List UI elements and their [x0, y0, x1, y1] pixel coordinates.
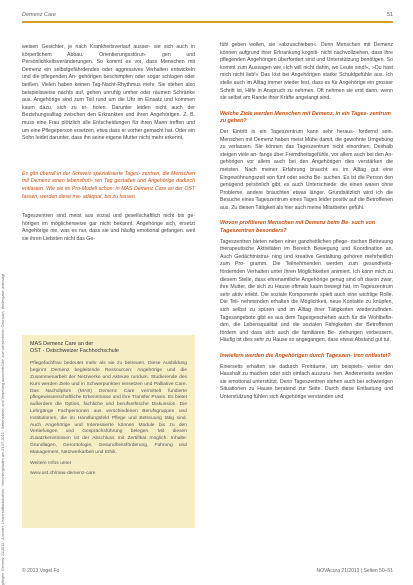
side-margin-strip	[0, 0, 8, 585]
question-heading: Welche Ziele werden Menschen mit Demenz, in ein Tages- zentrum zu gehen?	[220, 110, 391, 125]
answer-paragraph: Einerseits erhalten sie dadurch Freiräume, um beispiels- weise den Haushalt zu machen oder sich einfach auszuru- hen. Andererseits werden sie emotional unterstützt. Denn Tageszentren stehen auch bei schwierigen Situationen zu Hause beratend zur Seite. Durch diese Entlastung und Unterstützung fühlen sich Angehörige verstanden und	[220, 363, 393, 400]
info-box-link[interactable]: www.ost.ch/mas-demenz-care	[30, 471, 96, 477]
left-column	[22, 42, 195, 249]
right-column	[220, 42, 393, 408]
answer-paragraph: Tageszentren bieten neben einer ganzheitlichen pflege- rischen Betreuung therapeutische Aktivitäten im Bereich Bewegung und Koordination an. Auch Gedächtnistrai- ning und kreative Gestaltung gehören mehrheitlich zum Pro- gramm. Die Teilnehmenden werden zum gesundheits- fördernden Verhalten unter ihren Möglichkeiten animiert. Ich kann mich zu diesem Stelle, dass ehrenamtliche Angehörige genug sind oft davon zwar, ihre Mutter, die sich zu Hause oftmals kaum bewegt hat, im Tageszentrum sehr aktiv erlebt. Die soziale Komponente spielt auch eine wichtige Rolle. Die Teil- nehmenden erhalten die Möglichkeit, neue Kontakte zu knüpfen, sich selbst zu spüren und im Alltag ihrer Tätigkeiten wiederzufinden. Tagesangebote gibt es aus dem Tagesgeschehen auch für die Wohlbefin- den, die Lebensqualität und die sozialen Fähigkeiten der Betroffenen fördern und dass sich auch die familiären Be- ziehungen verbessern. Häufig ist dies sehr zu Hause so angegangen, dass etwas Abstand gut tut.	[220, 238, 393, 344]
info-box-title: MAS Demenz Care an der	[30, 341, 94, 347]
running-header	[22, 10, 393, 19]
answer-paragraph: Der Eintritt in ein Tageszentrum kann sehr heraus- fordernd sein. Menschen mit Demenz haben meist Mühe damit, die gewohnte Umgebung zu verlassen. Sie können das Tageszentrum nicht einordnen. Deshalb steigen viele an- fangs über Fremdheitsgefühle, vor allem auch bei den An- gehörigen vor allem auch bei den Angehörigen dies verstärken die meisten. Nach meiner Erfahrung braucht es im Alltag gut eine Eingewöhnungszeit von fünf oder sechs Be- suchen. Es ist die Person den genügend persönlich gibt, es auch Unterschiede: die einen waren ohne Probleme, andere brauchten etwas länger. Grundsätzlich wird ich die Besuche eines Tageszentrum eines Tages leider positiv auf die Betroffenen aus. Zu diesen Tätigkeit als hier auch meine Mitarbeiter gefühl.	[220, 128, 393, 211]
info-box-more-label: Weitere Infos unter	[30, 460, 72, 466]
footer-issue: NOVAcura 21/2013 | Seiten 50–51	[316, 568, 393, 574]
question-heading: Inwiefern werden die Angehörigen durch Tageszen- tren entlastet?	[220, 352, 391, 359]
info-box-subtitle: OST - Ostschweizer Fachhochschule	[30, 348, 119, 355]
info-box	[22, 335, 195, 528]
body-paragraph: fühl geben wollen, sie »abzuschieben«. Denn Menschen mit Demenz können aufgrund ihrer Erkrankung kogniti- nicht nachvollziehen, dass ihre pflegenden Angehörigen überfordert sind und Unterstützung benötigen. So kommt zum Aussagen wie »Ich will nicht dahin, wo Leute sind!«, »Du hast mich nicht lieb!« Das löst bei Angehörigen starke Schuldgefühle aus. Ich stelle auch im Alltag immer wieder fest, dass es für Angehörige ein grosser Schritt ist, Hilfe in Anspruch zu nehmen. Oft nehmen sie erst dann, wenn sie selbst am Rande ihrer Kräfte angelangt sind.	[220, 42, 393, 102]
page-number: 51	[386, 11, 393, 18]
pull-quote: Es gibt überall in der Schweiz spezialisierte Tages- zentren, die Menschen mit Demenz einen lebensfroh- ren Tag gestalten und Angehörige dadurch entlasten. Wie sie im Pro-Modell schon: in MAS Demenz Care an der OST fassen, werden diese ma- adäquat, bis zu fassen.	[22, 170, 195, 200]
footer-copyright: © 2013 Vogel Fo	[22, 568, 60, 574]
page-footer	[22, 568, 393, 574]
side-legal-text: pflegen: Demenz 21/2011 · Anbieter: Universitätsbibliothek · Heruntergeladen am 23.07.2013 · Seitenzahlen und Verteilung ausschließlich zum persönlichen Gebrauch, Weitergabe untersagt	[1, 273, 5, 585]
running-title: Demenz Care	[22, 11, 56, 18]
header-rule	[22, 21, 393, 23]
body-paragraph: Tageszentren sind meist aus sozial und gesellschaftlich nicht bis ge- hörigen im möglicherweise gar nicht bekannt. Angehörige sich, ersetzt Angehörige nie, was es nur, dass sie und häufig emotional gefangen. weil sie ihren Liebsten nicht das Ge-	[22, 213, 195, 242]
question-heading: Wovon profitieren Menschen mit Demenz beim Be- such von Tageszentren besonders?	[220, 220, 376, 235]
info-box-text: Pflegefachfrau bedeutet mehr als sie zu betreuen. Diese Ausbildung beginnt Demenz begleitende Ressourcen: Angehörige und die Zusammenarbeit der Netzwerke und Akteure rundum. Studierende des Kurs werden Ziele und in Schwerpunkten einsetzen und Palliative Care. Das Nachdiplom (MAS) Demenz Care vermittelt fundierte pflegewissenschaftliche Erkenntnisse und ihre Transfer Praxis. Es bietet außerdem die Option, fachliche und berufsethische Diskussion. Die Lehrgänge Fachpersonen aus verschiedenen Berufsgruppen und Institutionen, die im Handlungsfeld Pflege und Betreuung tätig sind. Auch Angehörige und Interessierte können Module bis zu den Vertiefungen und Gesprächsführung belegen. Mit diesen Zusatzkenntnissen ist der Abschluss mit Zertifikat möglich. Inhalte: Grundlagen, Gerontologie, Gesundheitsförderung, Führung und Management, Netzwerkarbeit und Ethik.	[30, 361, 187, 455]
body-paragraph: weisen Gesichter, je nach Krankheitsverlauf ausser- sie sich auch in körperlichem Abbau. Orientierungsstörun- gen und Persönlichkeitsveränderungen. So kommt es vor, dass Menschen mit Demenz ein selbstgefährdendes oder aggressives Verhalten entwickeln und die pflegenden An- gehörigen beschimpfen oder sogar schlagen oder beißen. Vielen haben keinen Tag-Nacht-Rhythmus mehr. Sie stehen also beispielsweise nachts auf, gehen unruhig umher oder räumen Schränke aus. Angehörige sind zum Teil rund um die Uhr im Einsatz und kommen kaum dazu, sich zu er- holen. Darunter leiden nicht auch der Beziehungsalltag zwischen den Erkrankten und ihren Angehörigen. Z. B. muss eine Frau plötzlich alle Entscheidungen für ihren Mann treffen und um eine Pflegeperson ersetzen, etwa dass er vorher gemacht hat. Oder ein Sohn leidet darunter, dass ihn seine eigene Mutter nicht mehr erkennt.	[22, 44, 196, 142]
